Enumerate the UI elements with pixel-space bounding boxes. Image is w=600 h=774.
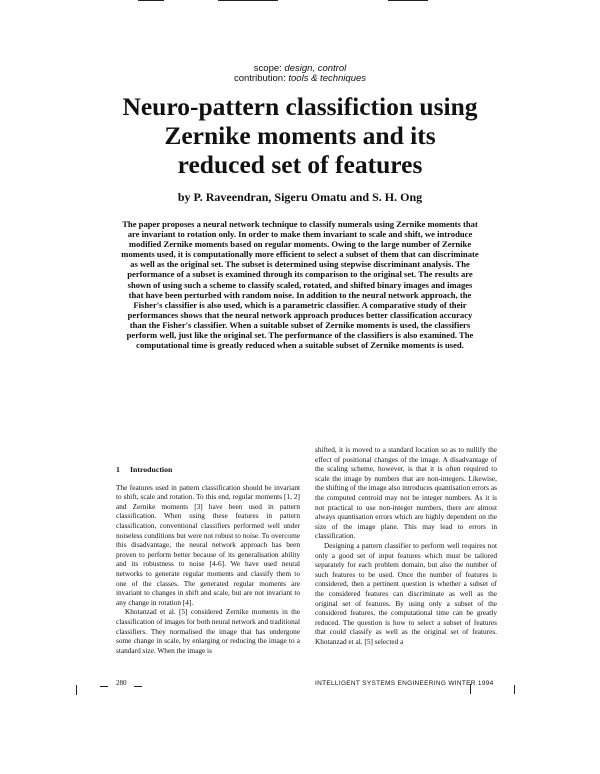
journal-footer: INTELLIGENT SYSTEMS ENGINEERING WINTER 1994 [315,680,494,687]
title-line-3: reduced set of features [177,150,423,179]
scope-value: design, control [284,63,347,74]
scope-label: scope: [253,63,282,74]
contribution-value: tools & techniques [288,73,367,84]
paper-title [60,92,540,179]
crop-mark [514,685,515,694]
right-column [315,445,497,646]
crop-mark [218,0,278,1]
paragraph: Designing a pattern classifier to perform well requires not only a good set of input features which must be tailored separately for each problem domain, but also the number of such features to be used. Once the number of features is considered, then a pertinent question is whether a subset of the considered features can discriminate as well as the original set of features. By using only a subset of the considered features, the computational time can be greatly reduced. The question is how to select a subset of features that could classify as well as the original set of features. Khotanzad et al. [5] selected a [315,540,497,646]
title-line-1: Neuro-pattern classifiction using [122,92,478,121]
section-heading [116,465,300,475]
authors: by P. Raveendran, Sigeru Omatu and S. H. Ong [177,190,423,204]
scope-header [0,64,600,84]
crop-mark [138,0,164,1]
page-number: 280 [116,679,127,687]
paragraph: The features used in pattern classification should be invariant to shift, scale and rotation. To this end, regular moments [1, 2] and Zernike moments [3] have been used in pattern classification. When using these features in pattern classification, conventional classifiers performed well under noiseless conditions but were not robust to noise. To overcome this disadvantage, the neural network approach has been proven to perform better because of its generalisation ability and its robustness to noise [4-6]. We have used neural networks to generate regular moments and classify them to one of the classes. The generated regular moments are invariant to changes in shift and scale, but are not invariant to any change in rotation [4]. [116,482,300,607]
crop-mark [134,686,142,687]
crop-mark [100,686,108,687]
section-number: 1 [116,465,120,474]
crop-mark [76,685,77,695]
crop-mark [388,0,428,1]
left-column [116,465,300,655]
paragraph: shifted, it is moved to a standard location so as to nullify the effect of positional changes of the image. A disadvantage of the scaling scheme, however, is that it is often required to scale the image by numbers that are non-integers. Likewise, the shifting of the image also introduces quantisation errors as the computed centroid may not be integer numbers. As it is not practical to use non-integer numbers, there are almost always quantisation errors which are highly dependent on the size of the image plane. This may lead to errors in classification. [315,445,497,541]
section-title: Introduction [130,465,173,474]
abstract: The paper proposes a neural network technique to classify numerals using Zernike moments that are invariant to rotation only. In order to make them invariant to scale and shift, we introduce modified Zernike moments based on regular moments. Owing to the large number of Zernike moments used, it is computationally more efficient to select a subset of them that can discriminate as well as the original set. The subset is determined using stepwise discriminant analysis. The performance of a subset is examined through its comparison to the original set. The results are shown of using such a scheme to classify scaled, rotated, and shifted binary images and images that have been perturbed with random noise. In addition to the neural network approach, the Fisher's classifier is also used, which is a parametric classifier. A comparative study of their performances shows that the neural network approach produces better classification accuracy than the Fisher's classifier. When a suitable subset of Zernike moments is used, the classifiers perform well, just like the original set. The performance of the classifiers is also examined. The computational time is greatly reduced when a suitable subset of Zernike moments is used. [121,219,479,351]
title-line-2: Zernike moments and its [164,121,436,150]
contribution-label: contribution: [233,73,286,84]
paragraph: Khotanzad et al. [5] considered Zernike moments in the classification of images for both neural network and traditional classifiers. They normalised the image that has undergone some change in scale, by enlarging or reducing the image to a standard size. When the image is [116,607,300,655]
